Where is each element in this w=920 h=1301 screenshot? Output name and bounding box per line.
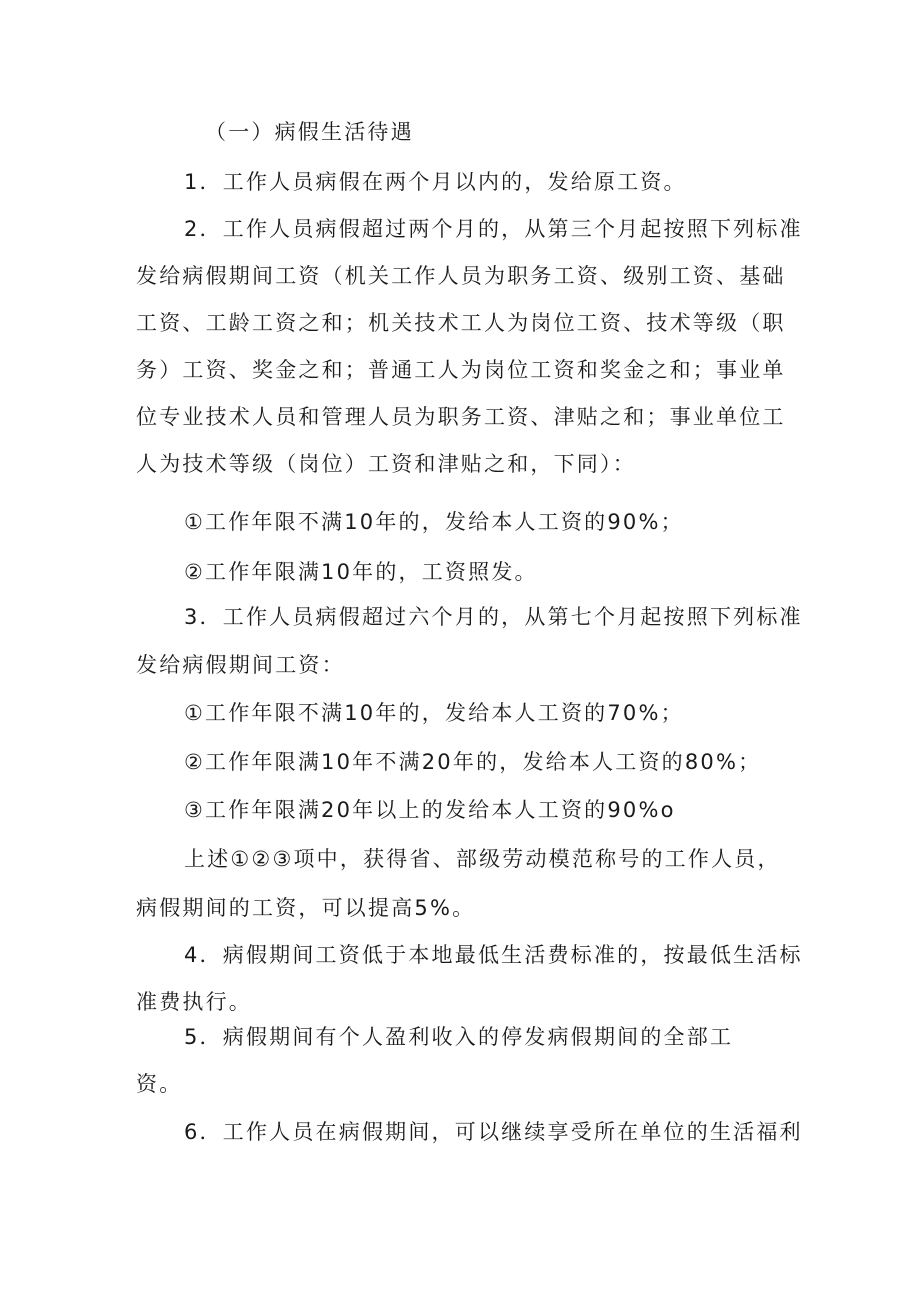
clause-2-line-1: 2．工作人员病假超过两个月的，从第三个月起按照下列标准 [184,217,803,241]
clause-2-sub-1: ①工作年限不满10年的，发给本人工资的90%； [184,510,684,534]
clause-2-line-6: 人为技术等级（岗位）工资和津贴之和，下同）： [136,452,636,476]
note-line-1: 上述①②③项中，获得省、部级劳动模范称号的工作人员， [184,847,781,871]
clause-2-line-3: 工资、工龄工资之和；机关技术工人为岗位工资、技术等级（职 [136,311,786,335]
clause-2-line-4: 务）工资、奖金之和；普通工人为岗位工资和奖金之和；事业单 [136,358,786,382]
note-line-2: 病假期间的工资，可以提高5%。 [136,896,476,920]
clause-5-line-1: 5．病假期间有个人盈利收入的停发病假期间的全部工 [184,1025,734,1049]
clause-3-line-1: 3．工作人员病假超过六个月的，从第七个月起按照下列标准 [184,605,803,629]
clause-3-sub-3: ③工作年限满20年以上的发给本人工资的90%o [184,798,676,822]
clause-3-sub-1: ①工作年限不满10年的，发给本人工资的70%； [184,701,684,725]
clause-1: 1．工作人员病假在两个月以内的，发给原工资。 [184,170,687,194]
clause-4-line-1: 4．病假期间工资低于本地最低生活费标准的，按最低生活标 [184,943,803,967]
clause-5-line-2: 资。 [136,1072,183,1096]
clause-3-sub-2: ②工作年限满10年不满20年的，发给本人工资的80%； [184,750,762,774]
clause-2-sub-2: ②工作年限满10年的，工资照发。 [184,560,538,584]
section-heading: （一）病假生活待遇 [205,120,414,144]
clause-6-line-1: 6．工作人员在病假期间，可以继续享受所在单位的生活福利 [184,1120,803,1144]
clause-2-line-2: 发给病假期间工资（机关工作人员为职务工资、级别工资、基础 [136,264,786,288]
clause-4-line-2: 准费执行。 [136,990,252,1014]
clause-3-line-2: 发给病假期间工资： [136,653,345,677]
clause-2-line-5: 位专业技术人员和管理人员为职务工资、津贴之和；事业单位工 [136,405,786,429]
